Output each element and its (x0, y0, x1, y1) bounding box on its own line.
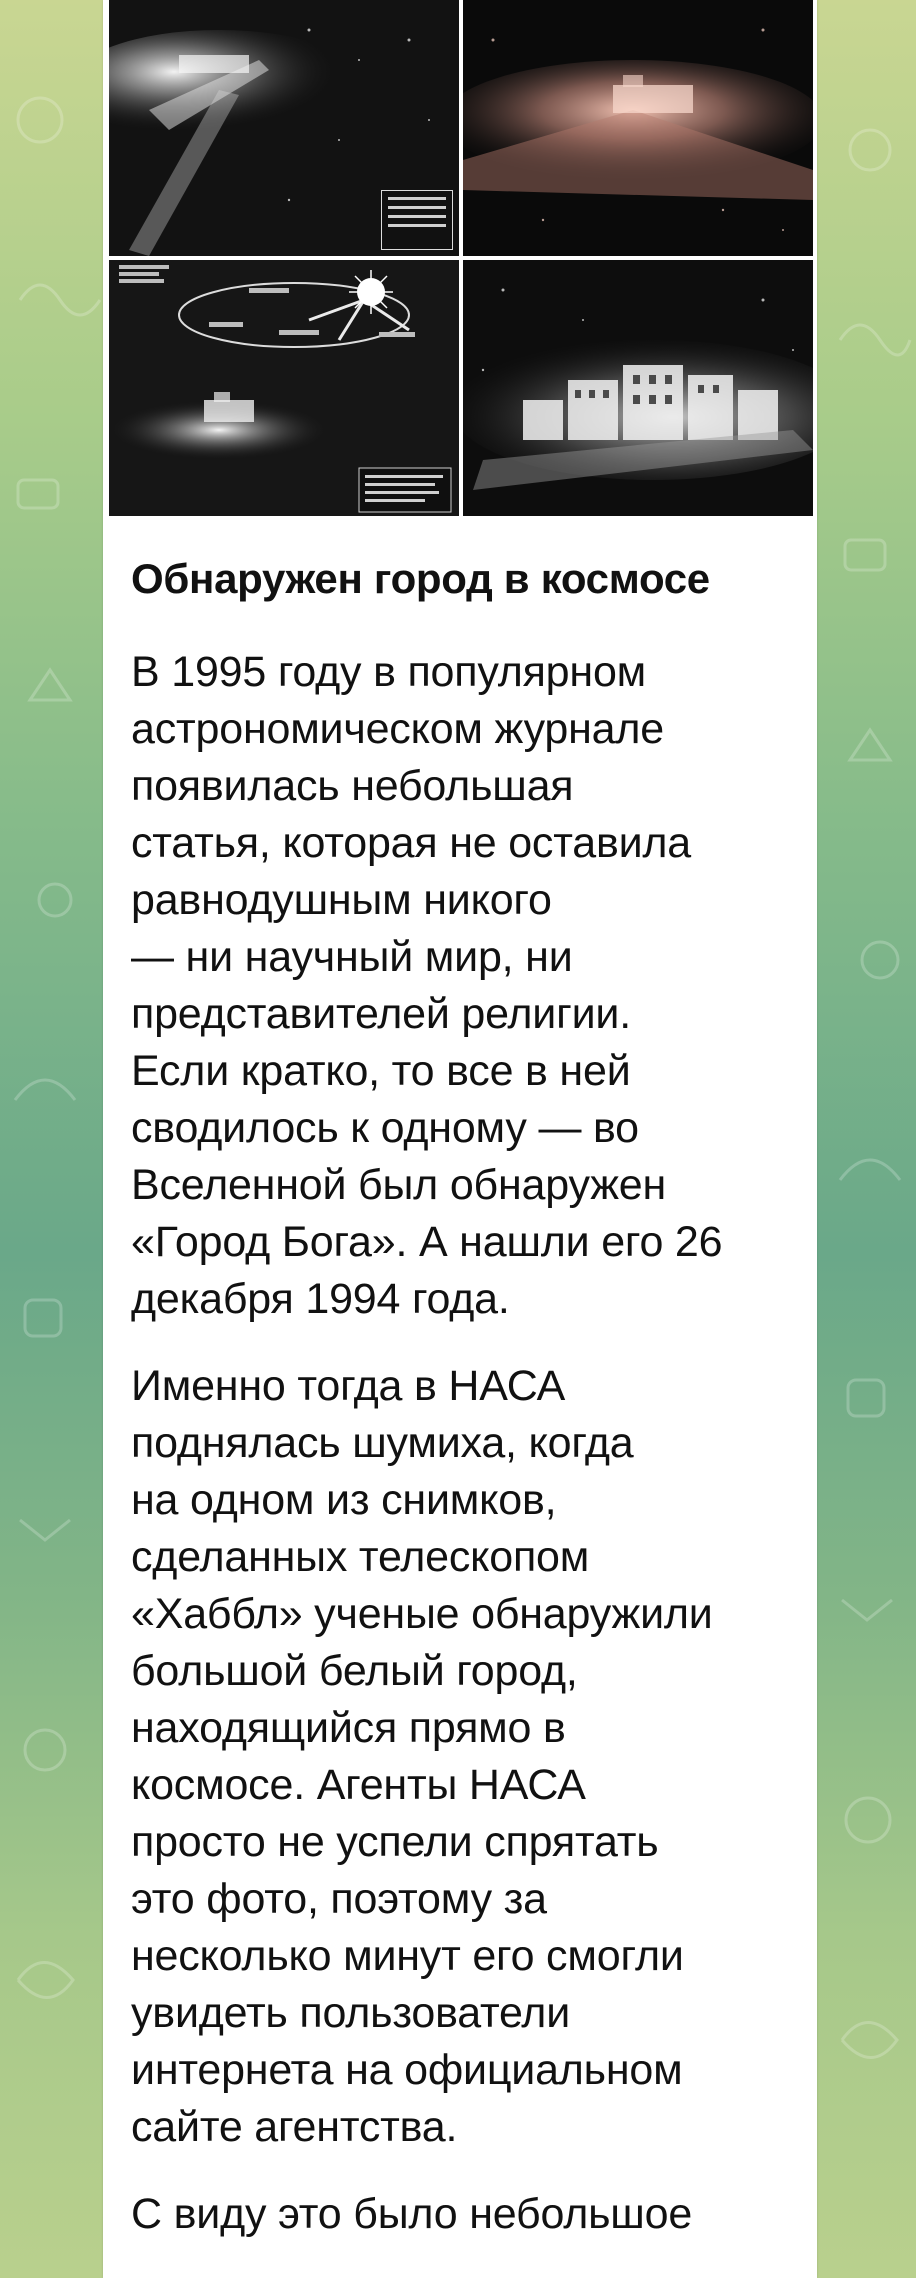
text-line: находящийся прямо в (131, 1704, 566, 1752)
text-line: сайте агентства. (131, 2103, 458, 2151)
text-line: на одном из снимков, (131, 1476, 557, 1524)
photo-orbit-diagram-city[interactable] (109, 260, 459, 516)
city-closeup-image (463, 260, 813, 516)
text-line: поднялась шумиха, когда (131, 1419, 634, 1467)
text-line: В 1995 году в популярном (131, 648, 647, 696)
text-line: «Хаббл» ученые обнаружили (131, 1590, 713, 1638)
text-line: представителей религии. (131, 990, 631, 1038)
text-line: «Город Бога». А нашли его 26 (131, 1218, 723, 1266)
text-line: это фото, поэтому за (131, 1875, 547, 1923)
text-line: появилась небольшая (131, 762, 574, 810)
text-line: Именно тогда в НАСА (131, 1362, 566, 1410)
text-line: космосе. Агенты НАСА (131, 1761, 586, 1809)
paragraph-3 (131, 2186, 801, 2243)
text-line: сводилось к одному — во (131, 1104, 639, 1152)
text-line: просто не успели спрятать (131, 1818, 659, 1866)
paragraph-2 (131, 1358, 801, 2156)
text-line: равнодушным никого (131, 876, 552, 924)
photo-city-closeup-bw[interactable] (463, 260, 813, 516)
message-text (131, 540, 801, 2243)
text-line: статья, которая не оставила (131, 819, 692, 867)
photo-album (109, 0, 817, 518)
text-line: — ни научный мир, ни (131, 933, 573, 981)
text-line: Вселенной был обнаружен (131, 1161, 667, 1209)
text-line: С виду это было небольшое (131, 2190, 693, 2238)
text-line: большой белый город, (131, 1647, 578, 1695)
text-line: астрономическом журнале (131, 705, 664, 753)
text-line: интернета на официальном (131, 2046, 683, 2094)
text-line: декабря 1994 года. (131, 1275, 510, 1323)
photo-galaxy-city-pink[interactable] (463, 0, 813, 256)
text-line: сделанных телескопом (131, 1533, 590, 1581)
galaxy-city-pink-image (463, 0, 813, 256)
text-line: Если кратко, то все в ней (131, 1047, 631, 1095)
caption-box (381, 190, 453, 250)
text-line: несколько минут его смогли (131, 1932, 684, 1980)
photo-galaxy-city-bw[interactable] (109, 0, 459, 256)
paragraph-1 (131, 644, 801, 1328)
post-title: Обнаружен город в космосе (131, 555, 710, 602)
text-line: увидеть пользователи (131, 1989, 571, 2037)
message-bubble (103, 0, 817, 2278)
orbit-diagram-image (109, 260, 459, 516)
